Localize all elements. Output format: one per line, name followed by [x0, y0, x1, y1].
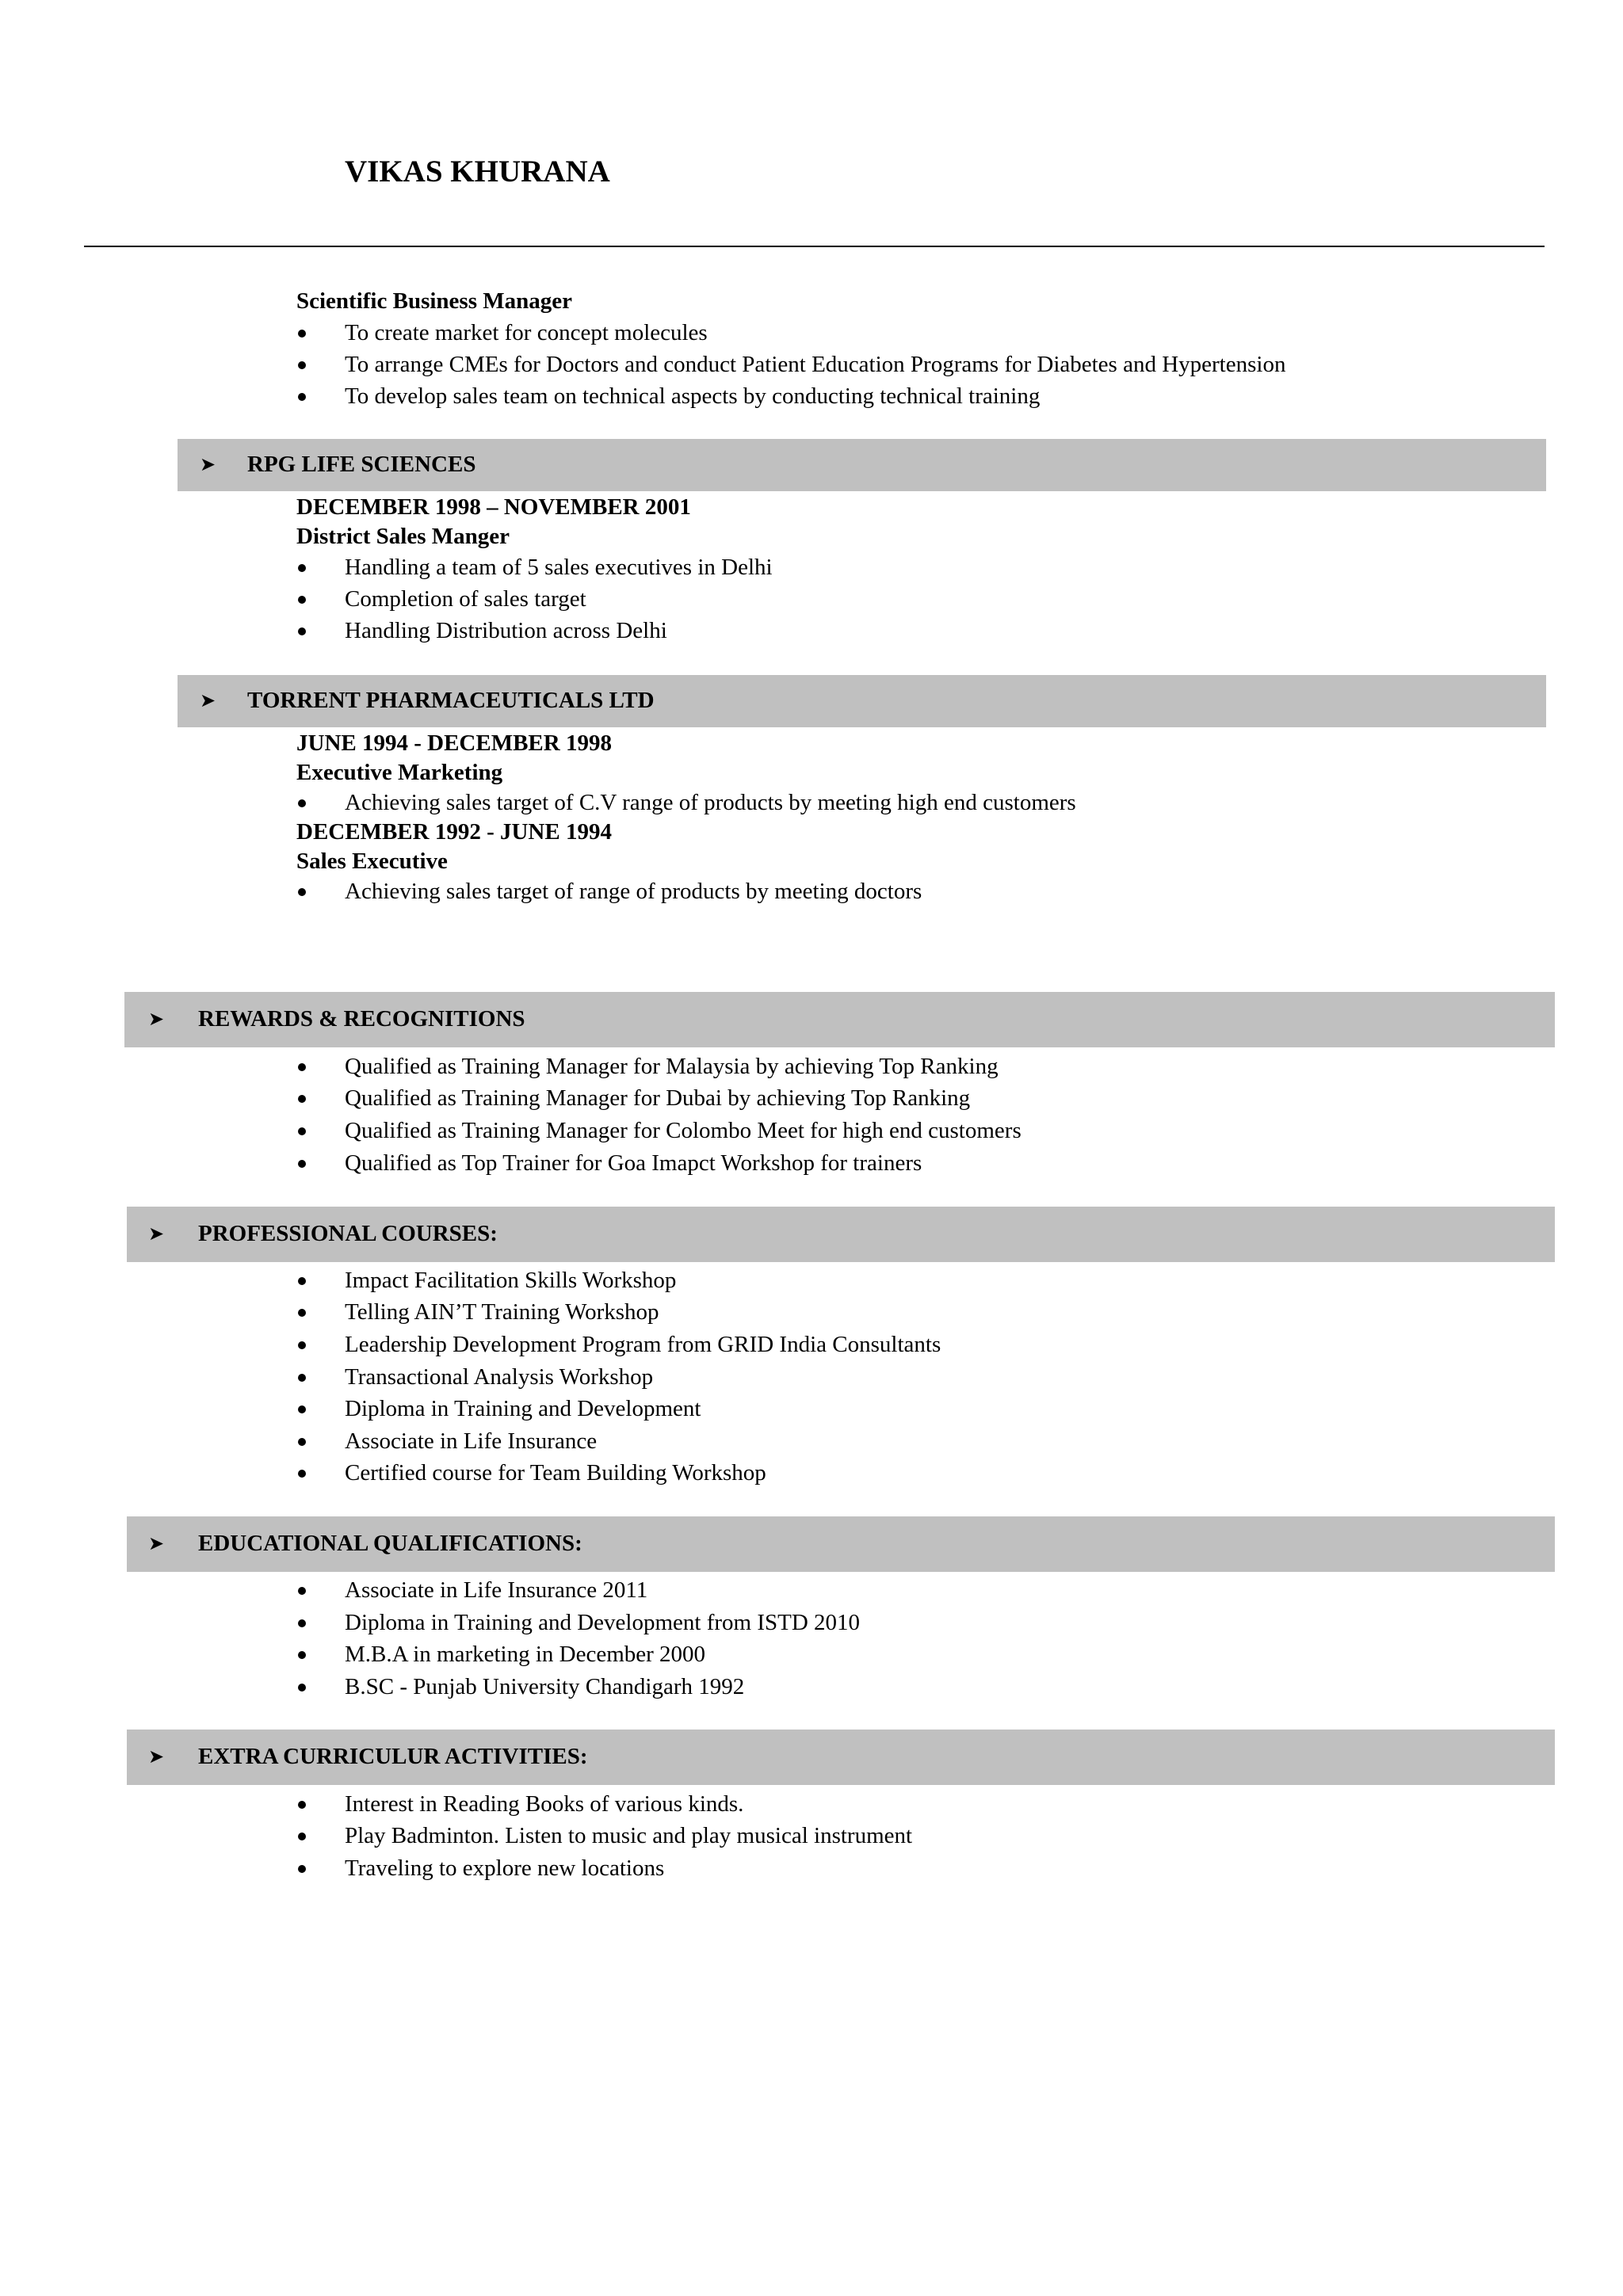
extra-bullet-1: Interest in Reading Books of various kinds.	[345, 1791, 744, 1817]
bullet-icon	[296, 1608, 311, 1637]
arrowhead-icon: ➤	[148, 1532, 165, 1554]
torrent-bullet-1: Achieving sales target of C.V range of products by meeting high end customers	[345, 790, 1076, 815]
bullet-icon	[296, 1266, 311, 1295]
bullet-icon	[296, 382, 311, 410]
rewards-bullet-1: Qualified as Training Manager for Malaysia by achieving Top Ranking	[345, 1054, 999, 1079]
bullet-icon	[296, 1672, 311, 1701]
bullet-icon	[296, 350, 311, 379]
bullet-icon	[296, 1330, 311, 1359]
section-band-rewards	[124, 992, 1555, 1047]
bullet-icon	[296, 1576, 311, 1604]
bullet-icon	[296, 1427, 311, 1455]
bullet-icon	[296, 1394, 311, 1423]
torrent-role-2: Sales Executive	[296, 849, 448, 874]
header-divider	[84, 246, 1545, 247]
extra-bullet-3: Traveling to explore new locations	[345, 1855, 665, 1881]
extra-bullet-2: Play Badminton. Listen to music and play musical instrument	[345, 1823, 913, 1848]
section-band-extra	[127, 1730, 1555, 1785]
candidate-name: VIKAS KHURANA	[345, 154, 610, 189]
arrowhead-icon: ➤	[200, 689, 216, 711]
bullet-icon	[296, 318, 311, 347]
bullet-icon	[296, 1790, 311, 1818]
section-heading-courses: PROFESSIONAL COURSES:	[198, 1221, 498, 1246]
section-band-torrent	[178, 675, 1546, 727]
section-heading-education: EDUCATIONAL QUALIFICATIONS:	[198, 1531, 582, 1556]
section-heading-torrent: TORRENT PHARMACEUTICALS LTD	[247, 688, 655, 713]
rpg-bullet-1: Handling a team of 5 sales executives in Delhi	[345, 555, 773, 580]
rewards-bullet-4: Qualified as Top Trainer for Goa Imapct Workshop for trainers	[345, 1150, 922, 1176]
torrent-role-1: Executive Marketing	[296, 760, 503, 785]
education-bullet-3: M.B.A in marketing in December 2000	[345, 1642, 706, 1667]
courses-bullet-6: Associate in Life Insurance	[345, 1428, 598, 1454]
bullet-icon	[296, 1116, 311, 1145]
bullet-icon	[296, 1821, 311, 1850]
arrowhead-icon: ➤	[148, 1008, 165, 1030]
bullet-icon	[296, 1084, 311, 1112]
rpg-bullet-3: Handling Distribution across Delhi	[345, 618, 667, 643]
section-band-rpg	[178, 439, 1546, 491]
arrowhead-icon: ➤	[148, 1222, 165, 1245]
courses-bullet-5: Diploma in Training and Development	[345, 1396, 701, 1421]
bullet-icon	[296, 1149, 311, 1177]
courses-bullet-3: Leadership Development Program from GRID India Consultants	[345, 1332, 941, 1357]
section-band-courses	[127, 1207, 1555, 1262]
bullet-icon	[296, 553, 311, 582]
courses-bullet-4: Transactional Analysis Workshop	[345, 1364, 654, 1390]
bullet-icon	[296, 1363, 311, 1391]
courses-bullet-2: Telling AIN’T Training Workshop	[345, 1299, 659, 1325]
rewards-bullet-2: Qualified as Training Manager for Dubai by achieving Top Ranking	[345, 1085, 971, 1111]
rpg-role: District Sales Manger	[296, 524, 510, 549]
rewards-bullet-3: Qualified as Training Manager for Colombo Meet for high end customers	[345, 1118, 1022, 1143]
education-bullet-1: Associate in Life Insurance 2011	[345, 1577, 648, 1603]
rpg-period: DECEMBER 1998 – NOVEMBER 2001	[296, 494, 691, 520]
education-bullet-2: Diploma in Training and Development from ISTD 2010	[345, 1610, 861, 1635]
intro-bullet-3: To develop sales team on technical aspects by conducting technical training	[345, 383, 1041, 409]
bullet-icon	[296, 1298, 311, 1326]
bullet-icon	[296, 1052, 311, 1081]
bullet-icon	[296, 616, 311, 645]
torrent-period-1: JUNE 1994 - DECEMBER 1998	[296, 730, 612, 756]
bullet-icon	[296, 1640, 311, 1669]
arrowhead-icon: ➤	[148, 1745, 165, 1768]
rpg-bullet-2: Completion of sales target	[345, 586, 586, 612]
section-heading-rpg: RPG LIFE SCIENCES	[247, 452, 476, 477]
intro-role: Scientific Business Manager	[296, 288, 572, 314]
bullet-icon	[296, 1459, 311, 1487]
courses-bullet-7: Certified course for Team Building Workshop	[345, 1460, 766, 1486]
education-bullet-4: B.SC - Punjab University Chandigarh 1992	[345, 1674, 745, 1699]
arrowhead-icon: ➤	[200, 453, 216, 475]
bullet-icon	[296, 877, 311, 906]
section-heading-extra: EXTRA CURRICULUR ACTIVITIES:	[198, 1744, 588, 1769]
section-heading-rewards: REWARDS & RECOGNITIONS	[198, 1006, 525, 1032]
courses-bullet-1: Impact Facilitation Skills Workshop	[345, 1268, 677, 1293]
bullet-icon	[296, 788, 311, 817]
bullet-icon	[296, 1854, 311, 1882]
bullet-icon	[296, 585, 311, 613]
torrent-bullet-2: Achieving sales target of range of products by meeting doctors	[345, 879, 922, 904]
section-band-education	[127, 1516, 1555, 1572]
intro-bullet-2: To arrange CMEs for Doctors and conduct Patient Education Programs for Diabetes and Hypertension	[345, 352, 1286, 377]
intro-bullet-1: To create market for concept molecules	[345, 320, 708, 345]
torrent-period-2: DECEMBER 1992 - JUNE 1994	[296, 819, 612, 845]
